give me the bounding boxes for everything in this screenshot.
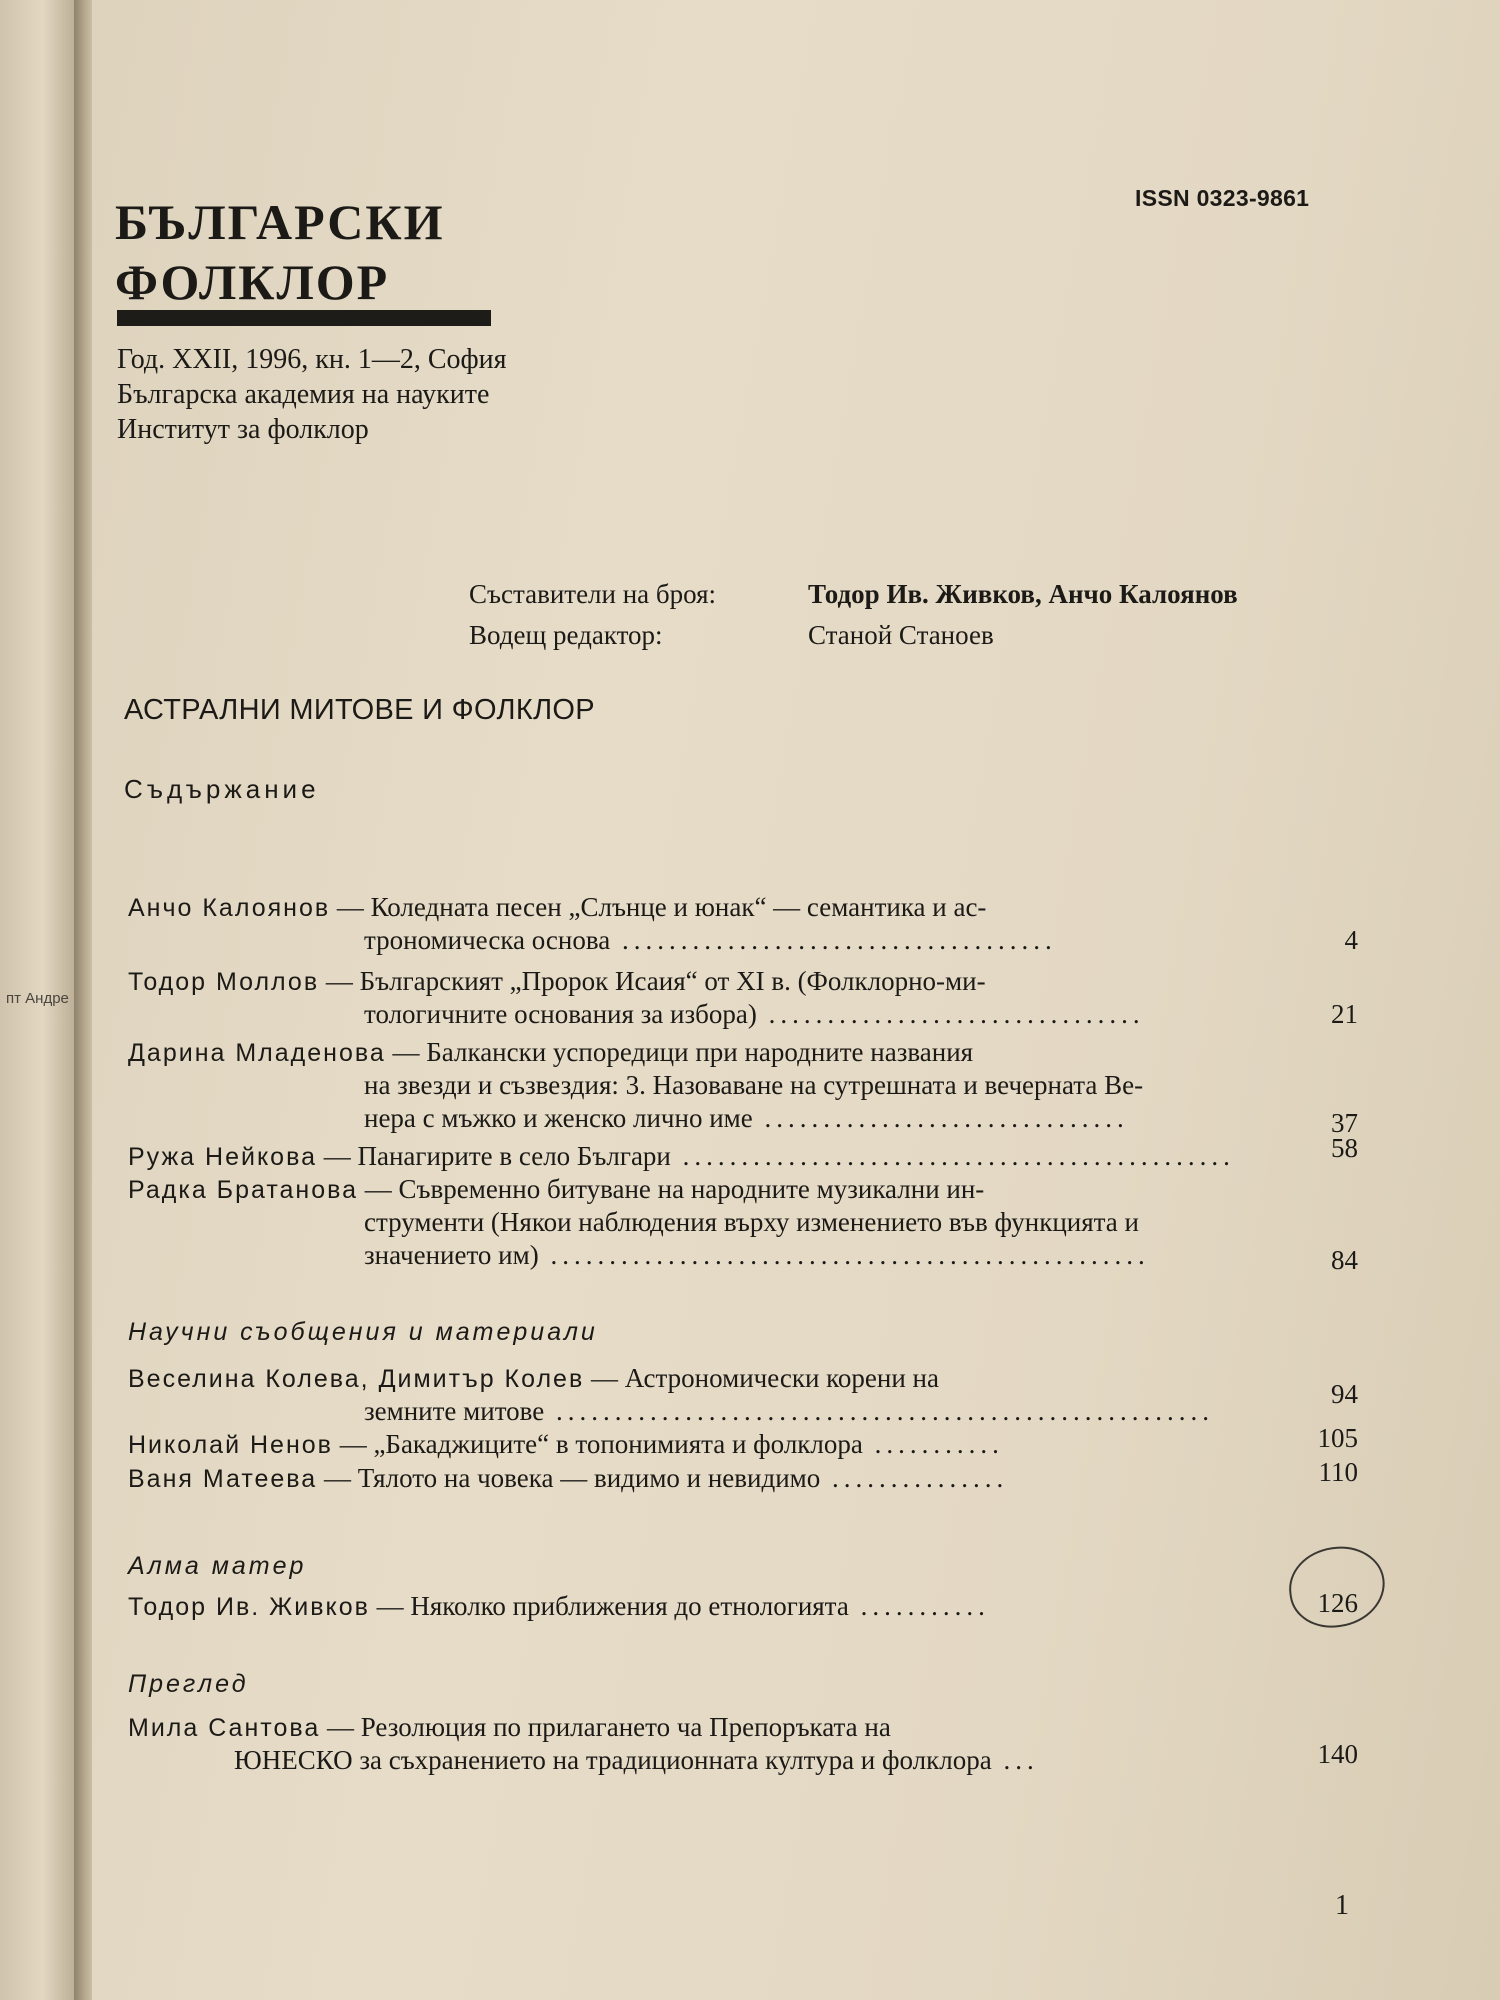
toc-entry-mateeva[interactable]: [128, 1457, 1358, 1495]
toc-title-part: на звезди и съзвездия: 3. Назоваване на сутрешната и вечерната Ве-: [364, 1070, 1144, 1100]
toc-author: Тодор Моллов: [128, 968, 320, 996]
toc-author: Мила Сантова: [128, 1714, 321, 1742]
toc-title-part: трономическа основа: [364, 925, 611, 955]
dot-leader: ...............................................: [670, 1141, 1235, 1171]
journal-title-line-2: ФОЛКЛОР: [115, 254, 390, 310]
compilers-label: Съставители на броя:: [469, 579, 717, 609]
toc-entry-line: [128, 891, 1358, 924]
facing-page-text-fragment: пт Андре: [6, 990, 69, 1007]
toc-entry-neykova[interactable]: [128, 1133, 1358, 1173]
toc-entry-line: [128, 1423, 1358, 1461]
toc-entry-mladenova[interactable]: [128, 1036, 1358, 1138]
toc-entry-kaloyanov[interactable]: [128, 891, 1358, 957]
toc-author: Ружа Нейкова: [128, 1143, 317, 1171]
section-heading-materials: Научни съобщения и материали: [128, 1318, 598, 1346]
toc-entry-mollov[interactable]: [128, 965, 1358, 1031]
toc-title-part: — Резолюция по прилагането ча Препоръката на: [320, 1712, 891, 1742]
dot-leader: ...............: [820, 1463, 1009, 1493]
contents-heading: Съдържание: [124, 774, 320, 804]
compilers-row: [469, 574, 1238, 615]
toc-entry-line: [128, 1206, 1358, 1239]
dot-leader: ...: [991, 1745, 1039, 1775]
toc-entry-line: [128, 1239, 1358, 1275]
toc-entry-zhivkov[interactable]: [128, 1590, 1358, 1623]
toc-entry-line: [128, 1362, 1358, 1395]
editor-name: Станой Станоев: [808, 620, 994, 650]
toc-title-part: значението им): [364, 1240, 539, 1270]
thematic-title: АСТРАЛНИ МИТОВЕ И ФОЛКЛОР: [124, 694, 595, 726]
dot-leader: ........................................................: [544, 1396, 1214, 1426]
toc-title-part: — Панагирите в село Българи: [316, 1141, 671, 1171]
title-rule: [117, 310, 491, 326]
section-heading-review: Преглед: [128, 1670, 249, 1698]
toc-entry-line: [128, 1711, 1358, 1744]
toc-author: Веселина Колева, Димитър Колев: [128, 1365, 585, 1393]
toc-title-part: тологичните основания за избора): [364, 999, 757, 1029]
toc-entry-line: [128, 998, 1358, 1031]
journal-title-line-1: БЪЛГАРСКИ: [115, 194, 445, 250]
toc-title-part: земните митове: [364, 1396, 545, 1426]
toc-entry-line: [128, 1173, 1358, 1206]
toc-page-number: 84: [1331, 1245, 1358, 1275]
facing-page-edge: [0, 0, 78, 2000]
imprint-block: [117, 342, 507, 447]
issn-number: ISSN 0323-9861: [1135, 185, 1310, 211]
imprint-institute-line: Институт за фолклор: [117, 414, 369, 445]
dot-leader: ...............................: [752, 1103, 1129, 1133]
toc-entry-line: [128, 1739, 1358, 1777]
toc-entry-line: [128, 1036, 1358, 1069]
issue-credits: [469, 574, 1238, 656]
page-folio: 1: [1335, 1890, 1349, 1921]
toc-title-part: — Съвременно битуване на народните музикални ин-: [358, 1174, 985, 1204]
journal-title: [115, 192, 445, 312]
toc-title-part: — Коледната песен „Слънце и юнак“ — семантика и ас-: [330, 892, 987, 922]
dot-leader: ...........: [862, 1429, 1004, 1459]
toc-title-part: — Няколко приближения до етнологията: [369, 1591, 849, 1621]
toc-title-part: — Балкански успоредици при народните названия: [385, 1037, 974, 1067]
toc-page-number: 94: [1331, 1379, 1358, 1409]
toc-title-part: — „Бакаджиците“ в топонимията и фолклора: [332, 1429, 863, 1459]
compilers-names: Тодор Ив. Живков, Анчо Калоянов: [808, 579, 1238, 609]
toc-title-part: нера с мъжко и женско лично име: [364, 1103, 753, 1133]
toc-entry-line: [128, 1590, 1358, 1623]
toc-entry-kolevi[interactable]: [128, 1362, 1358, 1428]
toc-title-part: — Тялото на човека — видимо и невидимо: [317, 1463, 821, 1493]
toc-title-part: — Българският „Пророк Исаия“ от XI в. (Фолклорно-ми-: [319, 966, 986, 996]
toc-author: Николай Ненов: [128, 1431, 333, 1459]
toc-entry-line: [128, 1133, 1358, 1173]
toc-title-part: ЮНЕСКО за съхранението на традиционната култура и фолклора: [234, 1745, 992, 1775]
toc-page-number: 105: [1317, 1423, 1358, 1453]
toc-author: Радка Братанова: [128, 1176, 359, 1204]
contents-page: [92, 0, 1500, 2000]
imprint-academy-line: Българска академия на науките: [117, 379, 490, 410]
toc-entry-santova[interactable]: [128, 1711, 1358, 1777]
imprint-issue-line: Год. XXII, 1996, кн. 1—2, София: [117, 344, 507, 375]
toc-page-number: 126: [1317, 1588, 1358, 1618]
toc-page-number: 110: [1318, 1457, 1358, 1487]
toc-author: Тодор Ив. Живков: [128, 1593, 370, 1621]
toc-title-part: струменти (Някои наблюдения върху изменението във функцията и: [364, 1207, 1139, 1237]
dot-leader: ................................: [756, 999, 1145, 1029]
toc-author: Ваня Матеева: [128, 1465, 318, 1493]
section-heading-alma-mater: Алма матер: [128, 1552, 307, 1580]
toc-page-number: 37: [1331, 1108, 1358, 1138]
toc-entry-bratanova[interactable]: [128, 1173, 1358, 1275]
editor-row: [469, 615, 1238, 656]
toc-page-number: 58: [1331, 1133, 1358, 1163]
toc-page-number: 140: [1317, 1739, 1358, 1769]
dot-leader: ...........: [848, 1591, 990, 1621]
toc-entry-line: [128, 1457, 1358, 1495]
dot-leader: .....................................: [610, 925, 1057, 955]
toc-page-number: 21: [1331, 999, 1358, 1029]
editor-label: Водещ редактор:: [469, 620, 663, 650]
toc-entry-line: [128, 965, 1358, 998]
toc-author: Анчо Калоянов: [128, 894, 331, 922]
toc-entry-line: [128, 924, 1358, 957]
toc-entry-line: [128, 1069, 1358, 1102]
dot-leader: ...................................................: [538, 1240, 1150, 1270]
toc-entry-line: [128, 1102, 1358, 1138]
toc-entry-nenov[interactable]: [128, 1423, 1358, 1461]
toc-page-number: 4: [1344, 925, 1358, 955]
toc-title-part: — Астрономически корени на: [584, 1363, 939, 1393]
toc-author: Дарина Младенова: [128, 1039, 386, 1067]
